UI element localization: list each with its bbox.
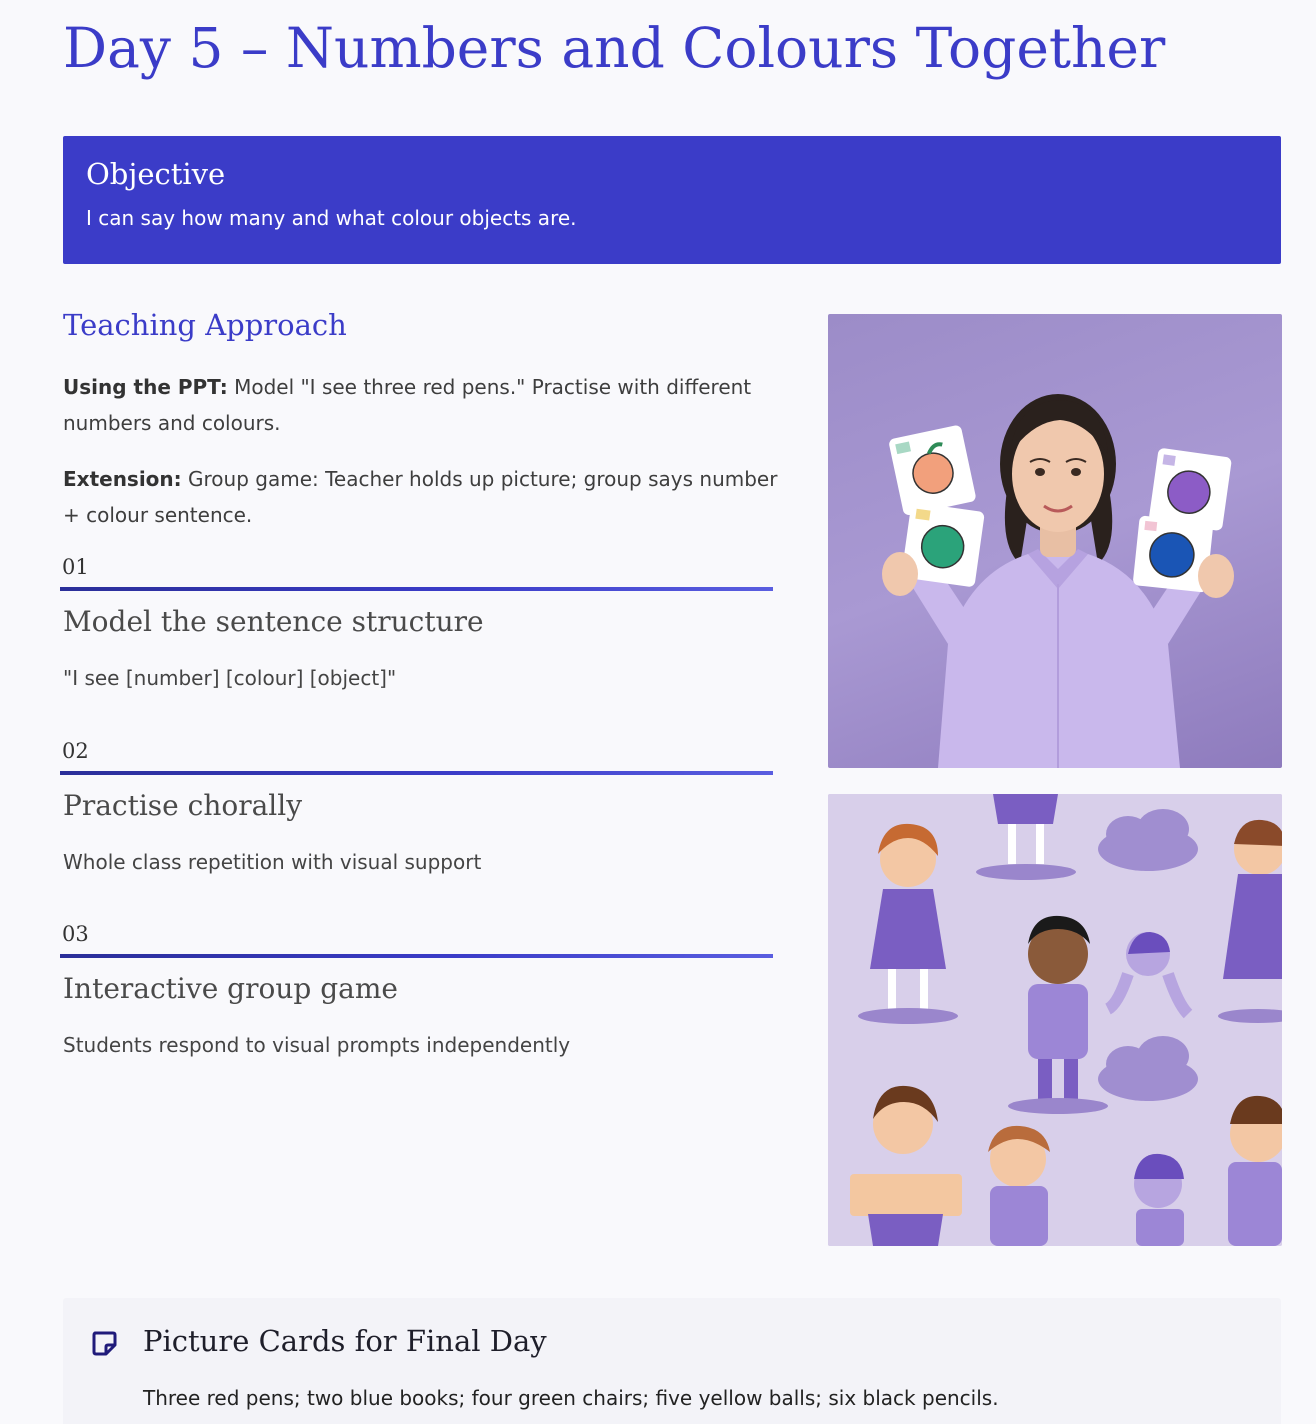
extension-text: Group game: Teacher holds up picture; group says number + colour sentence.: [63, 467, 778, 527]
ppt-paragraph: [63, 369, 783, 441]
extension-label: Extension:: [63, 467, 182, 491]
step-divider: [60, 587, 773, 591]
step-number: 02: [62, 739, 89, 763]
teaching-approach-heading: Teaching Approach: [63, 308, 347, 342]
step-number: 03: [62, 922, 89, 946]
picture-cards-text: Three red pens; two blue books; four green chairs; five yellow balls; six black pencils.: [143, 1386, 999, 1410]
step-item: [60, 555, 773, 690]
step-item: [60, 739, 773, 874]
teacher-illustration: [828, 314, 1282, 768]
teacher-holding-cards-image: [828, 314, 1282, 768]
note-icon: [91, 1330, 117, 1360]
step-title: Model the sentence structure: [63, 605, 484, 638]
objective-text: I can say how many and what colour objects are.: [86, 206, 577, 230]
step-description: Students respond to visual prompts independently: [63, 1033, 571, 1057]
children-pattern-image: [828, 794, 1282, 1246]
step-description: Whole class repetition with visual support: [63, 850, 482, 874]
step-title: Practise chorally: [63, 789, 303, 822]
ppt-text: Model "I see three red pens." Practise with different numbers and colours.: [63, 375, 752, 435]
picture-cards-heading: Picture Cards for Final Day: [143, 1324, 547, 1358]
ppt-label: Using the PPT:: [63, 375, 228, 399]
picture-cards-box: [63, 1298, 1281, 1424]
objective-heading: Objective: [86, 157, 226, 191]
step-description: "I see [number] [colour] [object]": [63, 666, 397, 690]
page-title: Day 5 – Numbers and Colours Together: [63, 16, 1166, 80]
step-divider: [60, 771, 773, 775]
children-illustration: [828, 794, 1282, 1246]
extension-paragraph: [63, 461, 783, 533]
objective-box: [63, 136, 1281, 264]
step-number: 01: [62, 555, 89, 579]
step-divider: [60, 954, 773, 958]
step-title: Interactive group game: [63, 972, 398, 1005]
step-item: [60, 922, 773, 1057]
